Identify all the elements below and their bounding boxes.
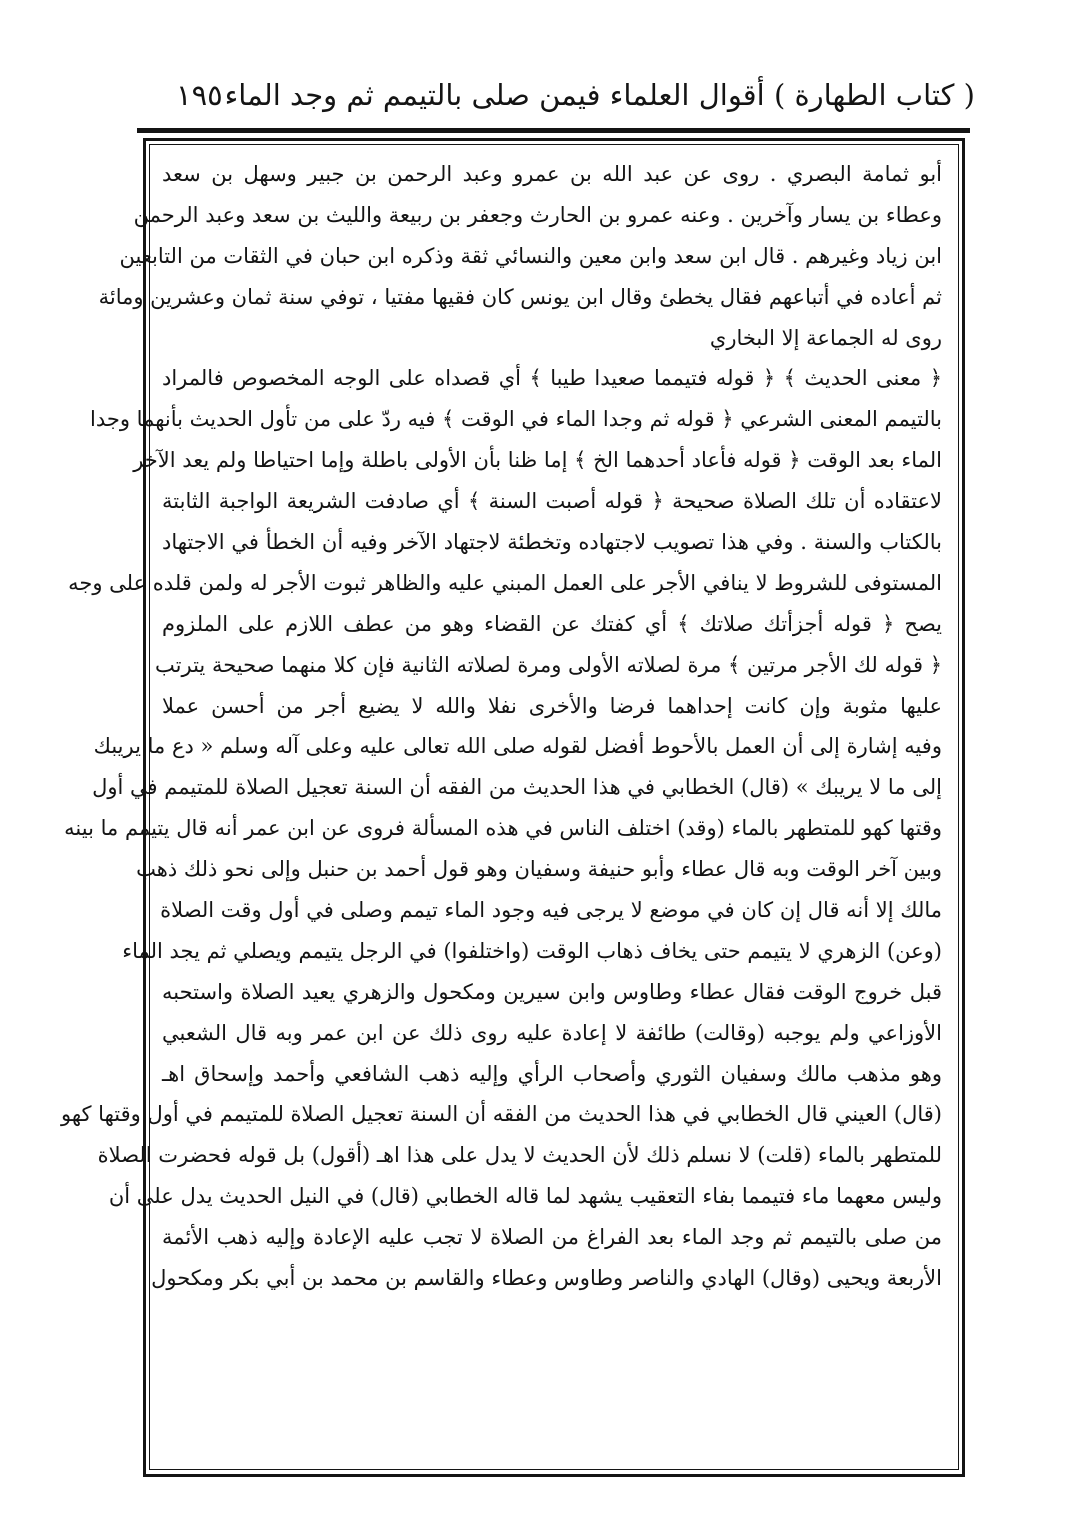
text-line: عليها مثوبة وإن كانت إحداهما فرضا والأخرى نفلا والله لا يضيع أجر من أحسن عملا xyxy=(162,693,942,718)
text-line: ﴿ معنى الحديث ﴾ ﴿ قوله فتيمما صعيدا طيبا ﴾ أي قصداه على الوجه المخصوص فالمراد xyxy=(162,366,942,391)
page-header xyxy=(120,72,975,118)
text-line: ثم أعاده في أتباعهم فقال يخطئ وقال ابن يونس كان فقيها مفتيا ، توفي سنة ثمان وعشرين ومائة xyxy=(98,284,942,309)
text-line: الأوزاعي ولم يوجبه (وقالت) طائفة لا إعادة عليه روى ذلك عن ابن عمر وبه قال الشعبي xyxy=(162,1020,942,1045)
page-number: ١٩٥ xyxy=(176,78,223,112)
text-body xyxy=(60,154,942,1299)
text-line: مالك إلا أنه قال إن كان في موضع لا يرجى فيه وجود الماء تيمم وصلى في أول وقت الصلاة xyxy=(160,898,942,923)
text-line: وليس معهما ماء فتيمما بفاء التعقيب يشهد لما قاله الخطابي (قال) في النيل الحديث يدل على أن xyxy=(108,1184,942,1209)
text-line: روى له الجماعة إلا البخاري xyxy=(709,325,942,350)
text-line: الأربعة ويحيى (وقال) الهادي والناصر وطاوس وعطاء والقاسم بن محمد بن أبي بكر ومكحول xyxy=(151,1266,942,1291)
text-line: ابن زياد وغيرهم . قال ابن سعد وابن معين والنسائي ثقة وذكره ابن حبان في الثقات من التابعين xyxy=(119,243,942,268)
text-line: لاعتقاده أن تلك الصلاة صحيحة ﴿ قوله أصبت السنة ﴾ أي صادفت الشريعة الواجبة الثابتة xyxy=(162,489,942,514)
text-line: قبل خروج الوقت فقال عطاء وطاوس وابن سيرين ومكحول والزهري يعيد الصلاة واستحبه xyxy=(162,979,942,1004)
running-title: ( كتاب الطهارة ) أقوال العلماء فيمن صلى بالتيمم ثم وجد الماء xyxy=(224,78,975,112)
text-line: وبين آخر الوقت وبه قال عطاء وأبو حنيفة وسفيان وهو قول أحمد بن حنبل وإلى نحو ذلك ذهب xyxy=(136,857,942,882)
text-line: إلى ما لا يريبك » (قال) الخطابي في هذا الحديث من الفقه أن السنة تعجيل الصلاة للمتيمم في أول xyxy=(92,775,942,800)
text-line: (قال) العيني قال الخطابي في هذا الحديث من الفقه أن السنة تعجيل الصلاة للمتيمم في أول وقتها كهو xyxy=(60,1102,942,1127)
text-line: من صلى بالتيمم ثم وجد الماء بعد الفراغ من الصلاة لا تجب عليه الإعادة وإليه ذهب الأئمة xyxy=(162,1225,942,1250)
text-line: أبو ثمامة البصري . روى عن عبد الله بن عمرو وعبد الرحمن بن جبير وسهل بن سعد xyxy=(162,162,942,186)
text-line: الماء بعد الوقت ﴿ قوله فأعاد أحدهما الخ ﴾ إما ظنا بأن الأولى باطلة وإما احتياطا ولم يعد الآخر xyxy=(133,448,942,473)
text-line: وعطاء بن يسار وآخرين . وعنه عمرو بن الحارث وجعفر بن ربيعة والليث بن سعد وعبد الرحمن xyxy=(133,202,942,227)
text-line: وهو مذهب مالك وسفيان الثوري وأصحاب الرأي وإليه ذهب الشافعي وأحمد وإسحاق اهـ xyxy=(162,1061,942,1086)
text-line: وفيه إشارة إلى أن العمل بالأحوط أفضل لقوله صلى الله تعالى عليه وعلى آله وسلم « دع ما يريبك xyxy=(93,734,942,759)
text-line: يصح ﴿ قوله أجزأتك صلاتك ﴾ أي كفتك عن القضاء وهو من عطف اللازم على الملزوم xyxy=(162,611,942,636)
text-line: ﴿ قوله لك الأجر مرتين ﴾ مرة لصلاته الأولى ومرة لصلاته الثانية فإن كلا منهما صحيحة يترتب xyxy=(155,652,942,677)
text-line: بالكتاب والسنة . وفي هذا تصويب لاجتهاده وتخطئة لاجتهاد الآخر وفيه أن الخطأ في الاجتهاد xyxy=(162,530,942,555)
header-rule xyxy=(137,128,970,133)
text-line: المستوفى للشروط لا ينافي الأجر على العمل المبني عليه والظاهر ثبوت الأجر له ولمن قلده على وجه xyxy=(68,570,942,595)
text-line: بالتيمم المعنى الشرعي ﴿ قوله ثم وجدا الماء في الوقت ﴾ فيه ردّ على من تأول الحديث بأنهما وجدا xyxy=(90,407,942,432)
text-line: للمتطهر بالماء (قلت) لا نسلم ذلك لأن الحديث لا يدل على هذا اهـ (أقول) بل قوله فحضرت الصلاة xyxy=(97,1143,942,1168)
text-line: وقتها كهو للمتطهر بالماء (وقد) اختلف الناس في هذه المسألة فروى عن ابن عمر أنه قال يتيمم ما بينه xyxy=(64,816,942,841)
text-line: (وعن) الزهري لا يتيمم حتى يخاف ذهاب الوقت (واختلفوا) في الرجل يتيمم ويصلي ثم يجد الماء xyxy=(122,938,942,963)
